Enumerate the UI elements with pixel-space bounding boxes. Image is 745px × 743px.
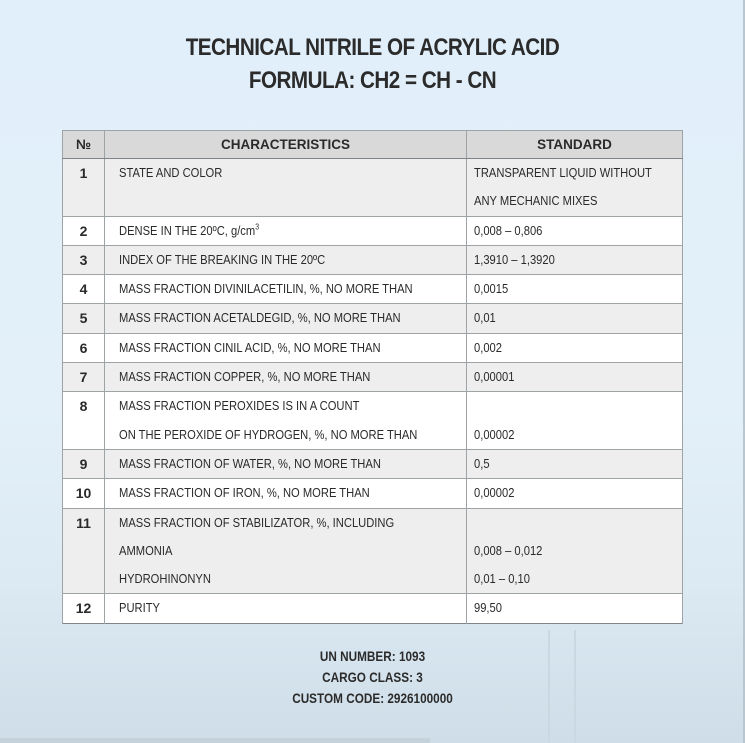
characteristic-line: ON THE PEROXIDE OF HYDROGEN, %, NO MORE THAN bbox=[119, 426, 418, 442]
row-number bbox=[63, 594, 105, 623]
standard-cell bbox=[466, 245, 682, 274]
characteristic-cell bbox=[105, 159, 467, 217]
row-number bbox=[63, 392, 105, 450]
characteristic-text bbox=[119, 594, 417, 622]
characteristic-cell bbox=[105, 449, 467, 478]
unit-superscript: 3 bbox=[255, 222, 260, 232]
row-number-text: 8 bbox=[79, 398, 88, 415]
row-number bbox=[63, 159, 105, 217]
document-title bbox=[52, 31, 693, 97]
characteristic-text bbox=[119, 479, 417, 507]
header-characteristics: CHARACTERISTICS bbox=[105, 131, 467, 159]
characteristic-text bbox=[119, 217, 417, 245]
cargo-class: CARGO CLASS: 3 bbox=[322, 669, 423, 685]
characteristic-text bbox=[119, 565, 417, 593]
header-standard: STANDARD bbox=[466, 131, 682, 159]
characteristic-text bbox=[119, 246, 417, 274]
table-row bbox=[63, 479, 683, 508]
standard-value: 0,01 – 0,10 bbox=[473, 571, 530, 587]
characteristic-text bbox=[119, 450, 417, 478]
standard-cell bbox=[466, 333, 682, 362]
standard-cell bbox=[466, 392, 682, 450]
row-number bbox=[63, 304, 105, 333]
standard-cell bbox=[466, 216, 682, 245]
row-number-text: 7 bbox=[79, 369, 88, 386]
table-row bbox=[63, 245, 683, 274]
title-formula: FORMULA: CH2 = CH - CN bbox=[248, 67, 497, 94]
characteristic-text bbox=[119, 187, 417, 215]
header-number: № bbox=[63, 131, 105, 159]
characteristic-line: MASS FRACTION CINIL ACID, %, NO MORE THAN bbox=[119, 339, 381, 355]
row-number-text: 9 bbox=[79, 455, 88, 472]
row-number-text: 2 bbox=[79, 222, 88, 239]
un-number: UN NUMBER: 1093 bbox=[319, 648, 426, 664]
standard-value: TRANSPARENT LIQUID WITHOUT bbox=[473, 165, 652, 180]
standard-value bbox=[474, 509, 653, 537]
table-row bbox=[63, 508, 683, 594]
characteristic-cell bbox=[105, 304, 467, 333]
standard-cell bbox=[466, 508, 682, 594]
table-row bbox=[63, 594, 683, 623]
row-number bbox=[63, 333, 105, 362]
characteristic-cell bbox=[105, 245, 467, 274]
characteristic-line: STATE AND COLOR bbox=[119, 165, 223, 180]
characteristic-cell bbox=[105, 508, 467, 594]
characteristic-cell bbox=[105, 275, 467, 304]
table-row bbox=[63, 333, 683, 362]
characteristic-line: MASS FRACTION PEROXIDES IS IN A COUNT bbox=[119, 398, 360, 414]
row-number-text: 10 bbox=[75, 485, 92, 502]
characteristic-text bbox=[119, 363, 417, 391]
row-number bbox=[63, 275, 105, 304]
standard-value: 0,002 bbox=[473, 339, 502, 355]
row-number bbox=[63, 245, 105, 274]
table-row bbox=[63, 275, 683, 304]
characteristic-line: DENSE IN THE 20ºC, g/cm bbox=[119, 222, 256, 238]
characteristic-cell bbox=[105, 594, 467, 623]
row-number-text: 11 bbox=[76, 514, 91, 531]
characteristic-text bbox=[119, 392, 417, 420]
row-number-text: 3 bbox=[79, 251, 88, 268]
standard-value: 99,50 bbox=[473, 600, 502, 616]
standard-cell bbox=[466, 159, 682, 217]
shipping-info bbox=[60, 646, 686, 709]
characteristic-text bbox=[119, 159, 417, 187]
characteristic-line: MASS FRACTION OF WATER, %, NO MORE THAN bbox=[119, 455, 381, 471]
row-number-text: 1 bbox=[79, 165, 88, 181]
row-number bbox=[63, 479, 105, 508]
standard-value: 0,008 – 0,806 bbox=[473, 222, 543, 238]
characteristic-line: MASS FRACTION OF STABILIZATOR, %, INCLUDING bbox=[119, 514, 395, 530]
characteristic-cell bbox=[105, 216, 467, 245]
standard-value bbox=[474, 392, 653, 420]
standard-value: 0,00002 bbox=[473, 485, 515, 501]
row-number-text: 5 bbox=[79, 310, 88, 327]
title-line-1: TECHNICAL NITRILE OF ACRYLIC ACID bbox=[185, 34, 560, 61]
row-number bbox=[63, 508, 105, 594]
standard-value: 0,00001 bbox=[473, 369, 515, 385]
characteristic-text bbox=[119, 421, 417, 449]
row-number bbox=[63, 363, 105, 392]
characteristic-text bbox=[119, 537, 417, 565]
standard-cell bbox=[466, 594, 682, 623]
characteristic-text bbox=[119, 275, 417, 303]
table-row bbox=[63, 392, 683, 450]
standard-cell bbox=[466, 304, 682, 333]
standard-value: 0,008 – 0,012 bbox=[473, 542, 543, 558]
custom-code: CUSTOM CODE: 2926100000 bbox=[292, 690, 453, 706]
characteristic-text bbox=[119, 509, 417, 537]
characteristic-cell bbox=[105, 333, 467, 362]
specification-table bbox=[62, 130, 683, 624]
table-row bbox=[63, 304, 683, 333]
table-row bbox=[63, 216, 683, 245]
table-header-row bbox=[63, 131, 683, 159]
row-number-text: 6 bbox=[79, 339, 88, 356]
standard-cell bbox=[466, 479, 682, 508]
characteristic-line: MASS FRACTION COPPER, %, NO MORE THAN bbox=[119, 369, 371, 385]
standard-value: 0,00002 bbox=[473, 426, 515, 442]
table-row bbox=[63, 449, 683, 478]
characteristic-line: HYDROHINONYN bbox=[119, 571, 211, 587]
standard-value: ANY MECHANIC MIXES bbox=[473, 193, 598, 209]
standard-cell bbox=[466, 275, 682, 304]
characteristic-cell bbox=[105, 392, 467, 450]
characteristic-line: PURITY bbox=[119, 600, 160, 616]
characteristic-line: AMMONIA bbox=[119, 542, 173, 558]
characteristic-text bbox=[119, 304, 417, 332]
standard-value: 0,5 bbox=[473, 455, 490, 471]
characteristic-cell bbox=[105, 479, 467, 508]
standard-value: 1,3910 – 1,3920 bbox=[473, 251, 555, 267]
row-number-text: 12 bbox=[75, 600, 92, 617]
standard-cell bbox=[466, 449, 682, 478]
row-number bbox=[63, 216, 105, 245]
background-tanks bbox=[0, 738, 430, 743]
row-number bbox=[63, 449, 105, 478]
standard-value: 0,01 bbox=[473, 310, 496, 326]
characteristic-line: MASS FRACTION DIVINILACETILIN, %, NO MORE THAN bbox=[119, 281, 413, 297]
standard-cell bbox=[466, 363, 682, 392]
characteristic-line: INDEX OF THE BREAKING IN THE 20ºC bbox=[119, 251, 326, 267]
characteristic-line: MASS FRACTION ACETALDEGID, %, NO MORE THAN bbox=[119, 310, 401, 326]
row-number-text: 4 bbox=[79, 281, 88, 298]
standard-value: 0,0015 bbox=[473, 281, 509, 297]
characteristic-cell bbox=[105, 363, 467, 392]
characteristic-text bbox=[119, 334, 417, 362]
table-row bbox=[63, 363, 683, 392]
table-row bbox=[63, 159, 683, 217]
characteristic-line: MASS FRACTION OF IRON, %, NO MORE THAN bbox=[119, 485, 370, 501]
